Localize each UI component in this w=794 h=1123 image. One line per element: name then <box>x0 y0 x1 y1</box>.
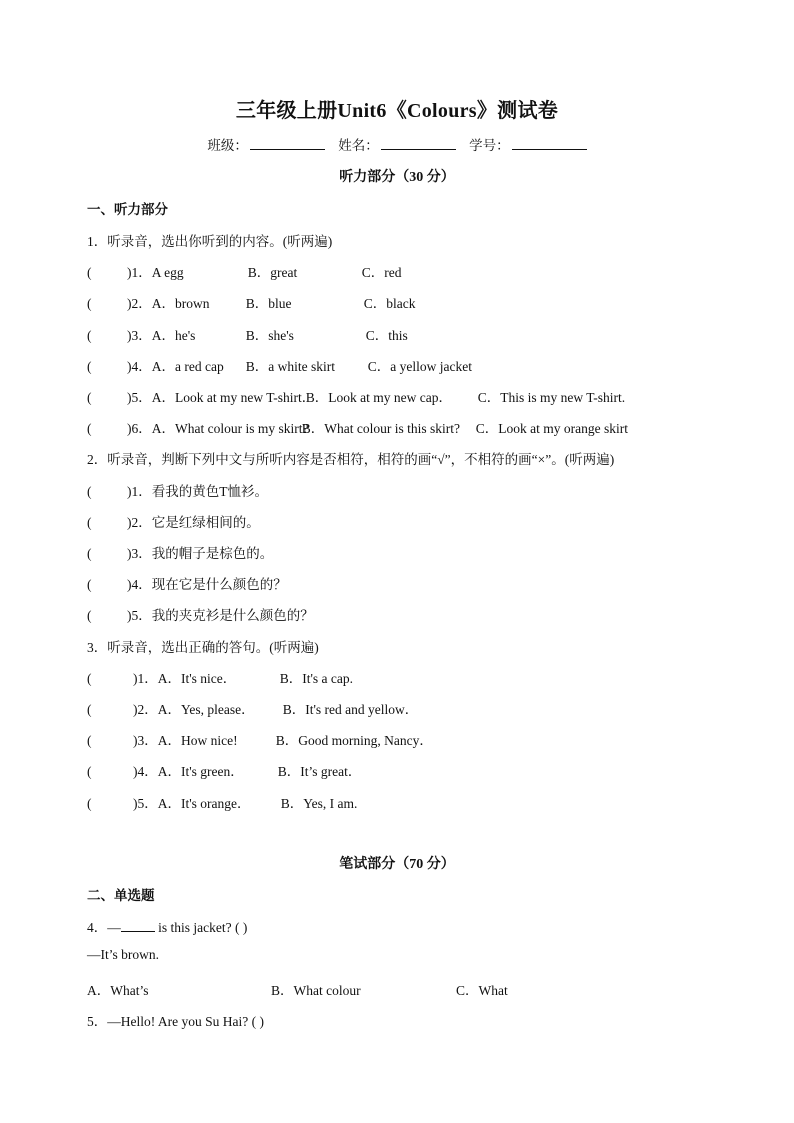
option-c: C．What <box>456 983 508 998</box>
answer-paren[interactable]: ( <box>87 359 92 374</box>
listening-part-title: 一、听力部分 <box>87 202 168 217</box>
answer-paren[interactable]: ( <box>87 577 92 592</box>
option-b: B．What colour <box>271 983 361 998</box>
name-label: 姓名： <box>338 138 379 153</box>
answer-paren[interactable]: ( <box>87 390 92 405</box>
page-title: 三年级上册Unit6《Colours》测试卷 <box>235 100 559 122</box>
option-b: B．blue <box>245 296 292 311</box>
class-field <box>207 134 325 154</box>
option-c: C．red <box>361 265 402 280</box>
number-field <box>469 134 587 154</box>
q2-item-5: ( )5．我的夹克衫是什么颜色的？ <box>87 608 314 623</box>
option-a: A．It's green． <box>157 764 244 779</box>
name-field <box>338 134 456 154</box>
q3-item-2: ( )2．A．Yes, please． B．It's red and yellow． <box>87 698 418 718</box>
option-b: B．she's <box>245 328 294 343</box>
q1-item-6: ( )6．A．What colour is my skirt?B．What colour is this skirt? C．Look at my orange skirt <box>87 417 628 437</box>
q3-item-5: ( )5．A．It's orange． B．Yes, I am. <box>87 792 357 812</box>
option-c: C．black <box>363 296 416 311</box>
q4-blank[interactable] <box>121 920 155 932</box>
q2-instruction: 2．听录音，判断下列中文与所听内容是否相符，相符的画“√”，不相符的画“×”。(听两遍) <box>87 452 615 467</box>
option-b: B．Look at my new cap． <box>305 390 452 405</box>
option-a: A．It's orange． <box>157 796 251 811</box>
option-b: B．Yes, I am. <box>280 796 358 811</box>
option-a: A．What colour is my skirt? <box>151 421 309 436</box>
answer-paren[interactable]: ( <box>87 671 92 686</box>
number-label: 学号： <box>469 138 510 153</box>
writing-heading: 笔试部分（70 分） <box>339 857 455 872</box>
answer-paren[interactable]: ( <box>87 733 92 748</box>
class-label: 班级： <box>207 138 248 153</box>
option-a: A．he's <box>151 328 196 343</box>
student-info-line <box>0 134 794 154</box>
q3-item-3: ( )3．A．How nice! B．Good morning, Nancy． <box>87 729 433 749</box>
name-blank[interactable] <box>381 137 456 150</box>
writing-part-title: 二、单选题 <box>87 888 155 903</box>
option-a: A．How nice! <box>157 733 238 748</box>
q4-question: 4．— is this jacket? ( ) <box>87 920 248 935</box>
q2-item-2: ( )2．它是红绿相间的。 <box>87 515 260 530</box>
answer-paren[interactable]: ( <box>87 546 92 561</box>
option-a: A．It's nice． <box>157 671 237 686</box>
option-c: C．a yellow jacket <box>367 359 472 374</box>
answer-paren[interactable]: ( <box>87 702 92 717</box>
option-a: A．a red cap <box>151 359 224 374</box>
answer-paren[interactable]: ( <box>87 608 92 623</box>
q1-item-2: ( )2．A．brown B．blue C．black <box>87 292 416 312</box>
q1-instruction: 1．听录音，选出你听到的内容。(听两遍) <box>87 234 333 249</box>
q2-item-3: ( )3．我的帽子是棕色的。 <box>87 546 274 561</box>
option-c: C．this <box>365 328 408 343</box>
option-b: B．What colour is this skirt? <box>301 421 460 436</box>
q2-item-1: ( )1．看我的黄色T恤衫。 <box>87 484 268 499</box>
q4-answer-line: —It’s brown. <box>87 947 159 962</box>
option-a: A．Yes, please． <box>157 702 255 717</box>
option-c: C．This is my new T-shirt. <box>477 390 626 405</box>
listening-heading: 听力部分（30 分） <box>339 170 455 185</box>
answer-paren[interactable]: ( <box>87 265 92 280</box>
option-b: B．a white skirt <box>245 359 335 374</box>
number-blank[interactable] <box>512 137 587 150</box>
q3-instruction: 3．听录音，选出正确的答句。(听两遍) <box>87 640 319 655</box>
q5-question: 5．—Hello! Are you Su Hai? ( ) <box>87 1014 264 1029</box>
option-a: A．Look at my new T-shirt． <box>151 390 316 405</box>
q4-options <box>87 979 508 999</box>
class-blank[interactable] <box>250 137 325 150</box>
option-b: B．great <box>247 265 298 280</box>
answer-paren[interactable]: ( <box>87 328 92 343</box>
answer-paren[interactable]: ( <box>87 796 92 811</box>
q3-item-4: ( )4．A．It's green． B．It’s great． <box>87 760 361 780</box>
option-b: B．It's a cap. <box>279 671 354 686</box>
option-a: A．What’s <box>87 983 149 998</box>
answer-paren[interactable]: ( <box>87 484 92 499</box>
q3-item-1: ( )1．A．It's nice． B．It's a cap. <box>87 667 353 687</box>
q1-item-4: ( )4．A．a red cap B．a white skirt C．a yellow jacket <box>87 355 472 375</box>
option-b: B．Good morning, Nancy． <box>275 733 433 748</box>
q1-item-3: ( )3．A．he's B．she's C．this <box>87 324 408 344</box>
q1-item-5: ( )5．A．Look at my new T-shirt．B．Look at my new cap． C．This is my new T-shirt. <box>87 386 625 406</box>
q1-item-1: ( )1．A egg B．great C．red <box>87 261 402 281</box>
answer-paren[interactable]: ( <box>87 764 92 779</box>
answer-paren[interactable]: ( <box>87 296 92 311</box>
option-c: C．Look at my orange skirt <box>475 421 628 436</box>
answer-paren[interactable]: ( <box>87 421 92 436</box>
option-a: A egg <box>151 265 184 280</box>
option-b: B．It’s great． <box>277 764 362 779</box>
option-b: B．It's red and yellow． <box>282 702 419 717</box>
option-a: A．brown <box>151 296 210 311</box>
q2-item-4: ( )4．现在它是什么颜色的？ <box>87 577 287 592</box>
answer-paren[interactable]: ( <box>87 515 92 530</box>
